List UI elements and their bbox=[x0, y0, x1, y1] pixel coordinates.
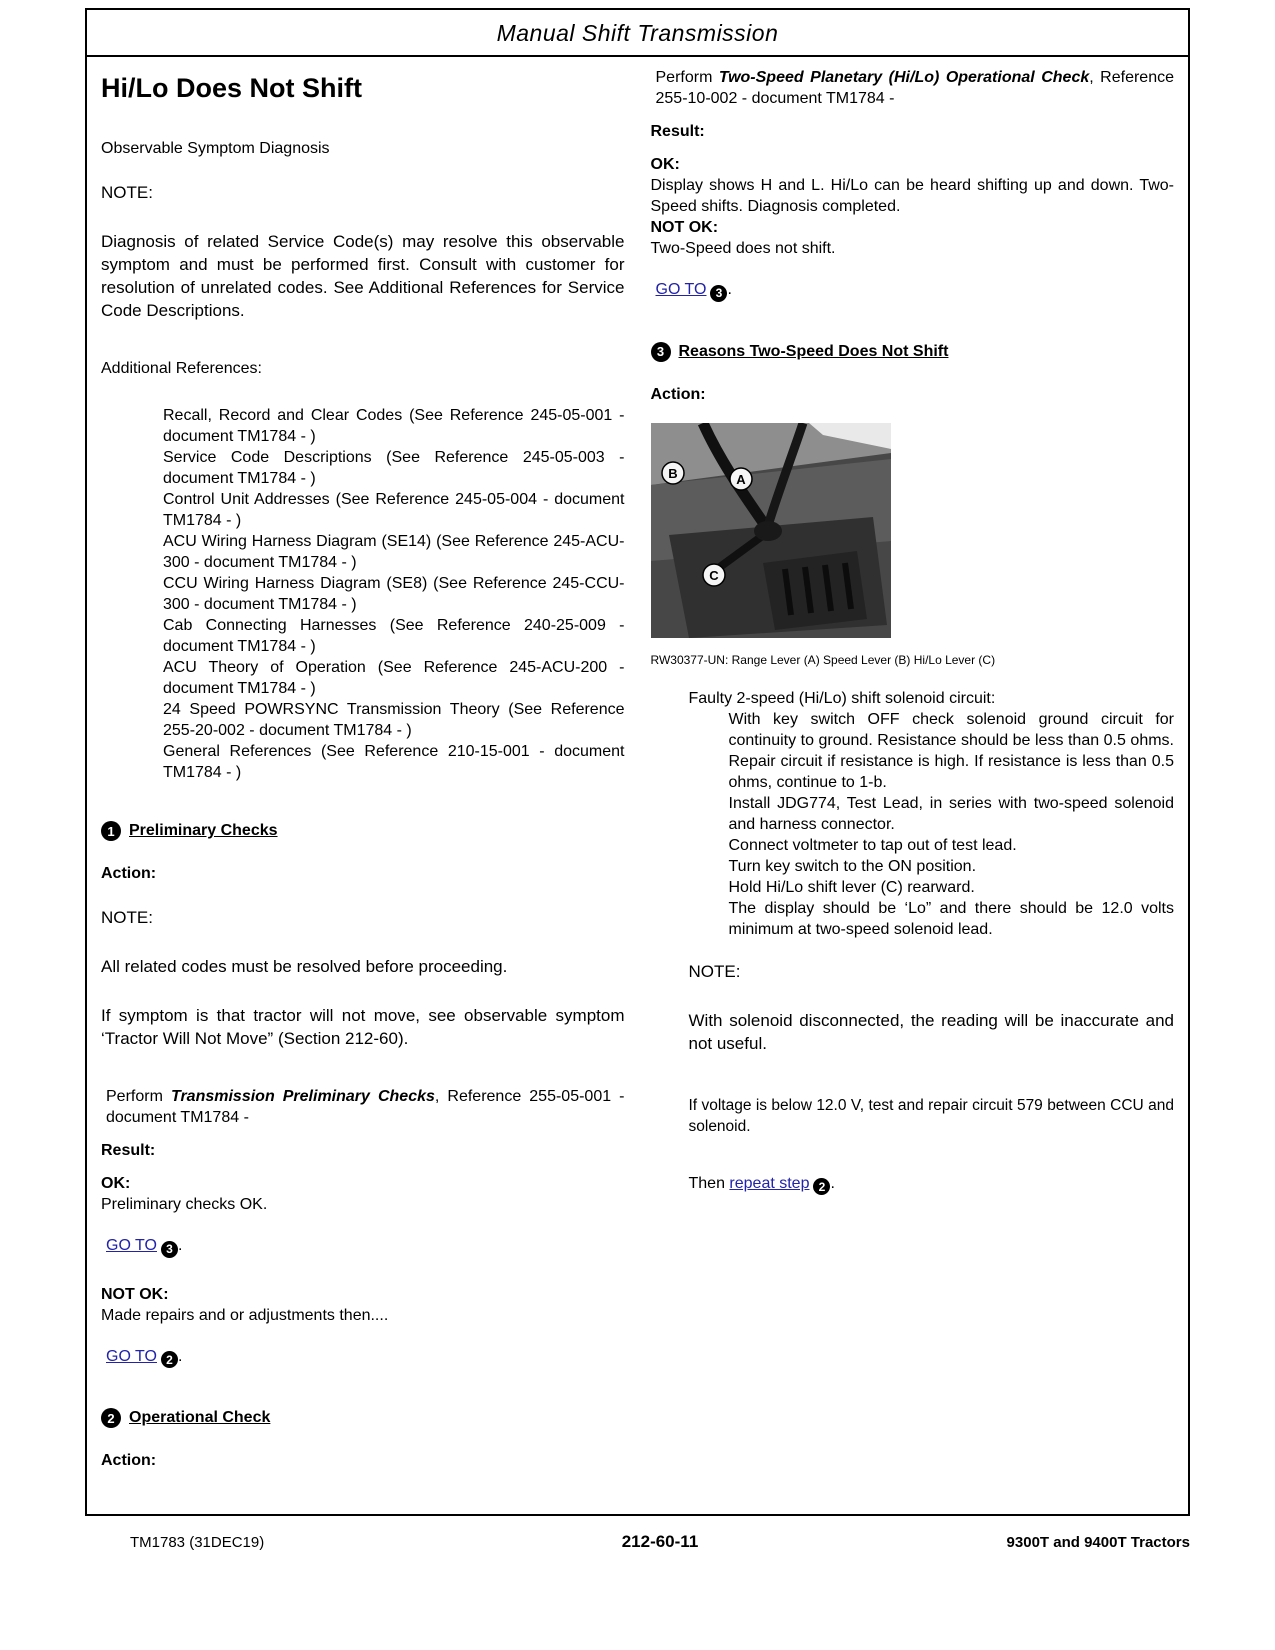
perform-prefix: Perform bbox=[106, 1088, 163, 1105]
reference-item: Cab Connecting Harnesses (See Reference 240-25-009 - document TM1784 - ) bbox=[163, 617, 625, 655]
footer-document-id: TM1783 (31DEC19) bbox=[130, 1534, 265, 1551]
substep-item: Hold Hi/Lo shift lever (C) rearward. bbox=[728, 878, 975, 896]
step-3-heading bbox=[651, 342, 1175, 362]
result-label: Result: bbox=[101, 1142, 156, 1159]
not-ok-label: NOT OK: bbox=[101, 1285, 169, 1303]
ok-text: Display shows H and L. Hi/Lo can be heard shifting up and down. Two-Speed shifts. Diagnosis completed. bbox=[650, 177, 1174, 215]
label-b: B bbox=[667, 465, 678, 481]
additional-references-label: Additional References: bbox=[101, 360, 262, 377]
page-header bbox=[87, 10, 1188, 57]
step-2-badge: 2 bbox=[813, 1178, 830, 1195]
then-line bbox=[689, 1173, 1175, 1196]
then-prefix: Then bbox=[688, 1174, 725, 1192]
header-title: Manual Shift Transmission bbox=[496, 20, 779, 46]
page-frame bbox=[85, 8, 1190, 1516]
perform-prefix: Perform bbox=[655, 69, 713, 86]
perform-suffix: , Reference 255-05-001 - document TM1784 - bbox=[106, 1088, 625, 1126]
right-column bbox=[651, 67, 1175, 1471]
substep-item: Connect voltmeter to tap out of test lead. bbox=[728, 836, 1017, 854]
reference-item: CCU Wiring Harness Diagram (SE8) (See Reference 245-CCU-300 - document TM1784 - ) bbox=[163, 575, 625, 613]
note-paragraph: All related codes must be resolved before proceeding. bbox=[101, 957, 508, 976]
step-3-badge: 3 bbox=[710, 285, 727, 302]
label-c: C bbox=[708, 567, 719, 583]
goto-line bbox=[101, 1237, 625, 1258]
then-period: . bbox=[830, 1174, 835, 1192]
note-label: NOTE: bbox=[101, 183, 153, 202]
fault-intro: Faulty 2-speed (Hi/Lo) shift solenoid circuit: bbox=[688, 689, 996, 707]
goto-period: . bbox=[177, 1237, 183, 1254]
perform-paragraph bbox=[101, 1086, 625, 1128]
reference-item: 24 Speed POWRSYNC Transmission Theory (See Reference 255-20-002 - document TM1784 - ) bbox=[163, 701, 625, 739]
additional-references-list bbox=[101, 405, 625, 783]
note-text: With solenoid disconnected, the reading will be inaccurate and not useful. bbox=[688, 1010, 1174, 1053]
page-title: Hi/Lo Does Not Shift bbox=[101, 73, 362, 103]
goto-step-3-link[interactable] bbox=[656, 281, 728, 298]
goto-step-2-link[interactable] bbox=[106, 1348, 178, 1365]
step-3-title: Reasons Two-Speed Does Not Shift bbox=[678, 342, 949, 360]
perform-check-name: Two-Speed Planetary (Hi/Lo) Operational Check bbox=[718, 69, 1090, 86]
goto-period: . bbox=[177, 1347, 183, 1365]
not-ok-text: Made repairs and or adjustments then.... bbox=[101, 1306, 389, 1324]
goto-label: GO TO bbox=[655, 281, 707, 298]
fault-block bbox=[651, 688, 1175, 1196]
reference-item: ACU Theory of Operation (See Reference 245-ACU-200 - document TM1784 - ) bbox=[163, 659, 625, 697]
perform-check-name: Transmission Preliminary Checks bbox=[170, 1088, 435, 1105]
reference-item: Control Unit Addresses (See Reference 245-05-004 - document TM1784 - ) bbox=[163, 491, 625, 529]
reference-item: Service Code Descriptions (See Reference 245-05-003 - document TM1784 - ) bbox=[163, 449, 625, 487]
fault-substeps-list bbox=[689, 709, 1175, 940]
lever-figure bbox=[651, 423, 1175, 643]
step-3-badge: 3 bbox=[651, 342, 671, 362]
note-paragraph: If symptom is that tractor will not move, see observable symptom ‘Tractor Will Not Move” (Section 212-60). bbox=[101, 1006, 625, 1048]
perform-paragraph bbox=[651, 67, 1175, 109]
note-text: Diagnosis of related Service Code(s) may resolve this observable symptom and must be performed first. Consult with customer for resolution of unrelated codes. See Additional References for Service Code Descriptions. bbox=[101, 232, 625, 320]
levers-photo bbox=[651, 423, 891, 638]
goto-step-3-link[interactable] bbox=[106, 1237, 178, 1254]
voltage-text: If voltage is below 12.0 V, test and repair circuit 579 between CCU and solenoid. bbox=[688, 1096, 1174, 1135]
action-label: Action: bbox=[650, 385, 706, 403]
reference-item: ACU Wiring Harness Diagram (SE14) (See Reference 245-ACU-300 - document TM1784 - ) bbox=[163, 533, 625, 571]
perform-suffix: , Reference 255-10-002 - document TM1784 - bbox=[655, 69, 1174, 107]
not-ok-text: Two-Speed does not shift. bbox=[650, 240, 836, 257]
not-ok-label: NOT OK: bbox=[650, 219, 719, 236]
left-column bbox=[101, 67, 625, 1471]
step-3-badge: 3 bbox=[161, 1241, 178, 1258]
ok-label: OK: bbox=[650, 156, 680, 173]
action-label: Action: bbox=[101, 865, 157, 882]
step-2-badge: 2 bbox=[101, 1408, 121, 1428]
goto-label: GO TO bbox=[106, 1237, 157, 1254]
two-column-content bbox=[87, 57, 1188, 1471]
footer-page-number: 212-60-11 bbox=[621, 1532, 699, 1551]
step-1-heading bbox=[101, 821, 625, 841]
page-footer bbox=[85, 1516, 1190, 1552]
step-2-badge: 2 bbox=[161, 1351, 178, 1368]
result-label: Result: bbox=[650, 123, 705, 140]
figure-caption: RW30377-UN: Range Lever (A) Speed Lever (B) Hi/Lo Lever (C) bbox=[650, 652, 996, 667]
repeat-step-label: repeat step bbox=[729, 1174, 810, 1192]
substep-item: Install JDG774, Test Lead, in series with two-speed solenoid and harness connector. bbox=[728, 794, 1174, 833]
goto-period: . bbox=[727, 281, 732, 298]
goto-line bbox=[651, 281, 1175, 302]
step-1-title: Preliminary Checks bbox=[129, 822, 278, 839]
note-label: NOTE: bbox=[101, 908, 153, 927]
ok-text: Preliminary checks OK. bbox=[101, 1196, 268, 1213]
step-1-badge: 1 bbox=[101, 821, 121, 841]
step-2-title: Operational Check bbox=[129, 1409, 271, 1426]
goto-label: GO TO bbox=[106, 1347, 157, 1365]
substep-item: Turn key switch to the ON position. bbox=[728, 857, 977, 875]
reference-item: Recall, Record and Clear Codes (See Reference 245-05-001 - document TM1784 - ) bbox=[163, 407, 625, 445]
reference-item: General References (See Reference 210-15-001 - document TM1784 - ) bbox=[163, 743, 625, 781]
repeat-step-2-link[interactable] bbox=[729, 1175, 830, 1192]
ok-label: OK: bbox=[101, 1175, 131, 1192]
action-label: Action: bbox=[101, 1452, 157, 1469]
label-a: A bbox=[735, 471, 746, 487]
substep-item: The display should be ‘Lo” and there should be 12.0 volts minimum at two-speed solenoid lead. bbox=[728, 899, 1174, 938]
substep-item: With key switch OFF check solenoid ground circuit for continuity to ground. Resistance should be less than 0.5 ohms. Repair circuit if resistance is high. If resistance is less than 0.5 ohms, continue to 1-b. bbox=[728, 710, 1174, 791]
symptom-subtitle: Observable Symptom Diagnosis bbox=[101, 140, 330, 157]
step-2-heading bbox=[101, 1408, 625, 1428]
footer-model-info: 9300T and 9400T Tractors bbox=[1006, 1534, 1190, 1551]
note-label: NOTE: bbox=[688, 961, 741, 981]
goto-line bbox=[101, 1348, 625, 1369]
